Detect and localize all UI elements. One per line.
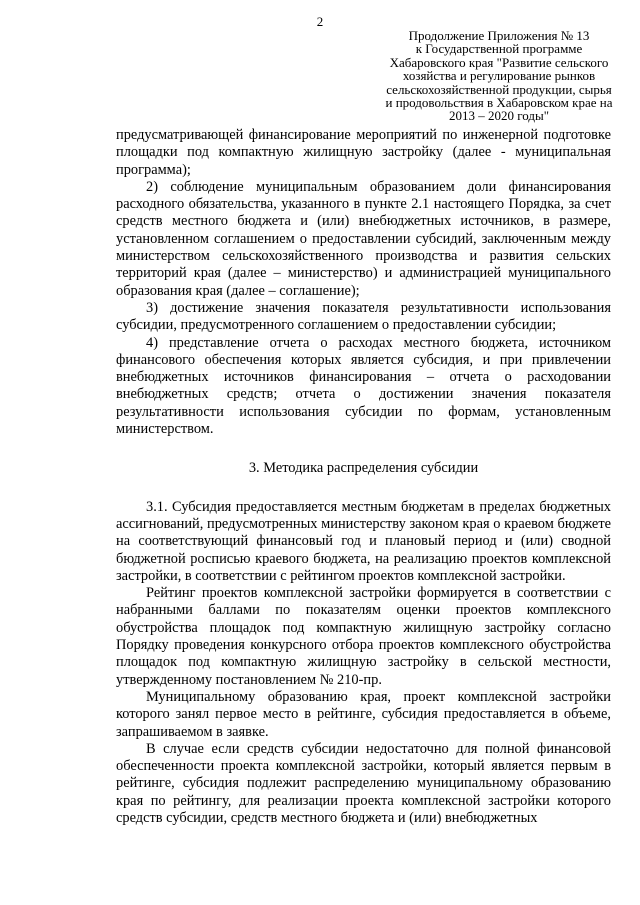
paragraph-first-place: Муниципальному образованию края, проект комплексной застройки которого занял первое место в рейтинге, субсидия предоставляется в объеме, запрашиваемом в заявке. xyxy=(116,688,611,740)
paragraph-3-1: 3.1. Субсидия предоставляется местным бюджетам в пределах бюджетных ассигнований, предусмотренных министерству законом края о краевом бюджете на соответствующий финансовый год и плановый период и (или) сводной бюджетной росписью краевого бюджета, на реализацию проектов комплексной застройки, в соответствии с рейтингом проектов комплексной застройки. xyxy=(116,498,611,584)
paragraph-insufficient-funds: В случае если средств субсидии недостаточно для полной финансовой обеспеченности проекта комплексной застройки, который является первым в рейтинге, субсидия подлежит распределению муниципальному образованию края по рейтингу, для реализации проекта комплексной застройки которого средств субсидии, средств местного бюджета и (или) внебюджетных xyxy=(116,740,611,826)
paragraph-item-4: 4) представление отчета о расходах местного бюджета, источником финансового обеспечения которых является субсидия, и при привлечении внебюджетных источников финансирования – отчета о расходовании внебюджетных средств; отчета о достижении значения показателя результативности использования субсидии по формам, установленным министерством. xyxy=(116,334,611,438)
section-title: 3. Методика распределения субсидии xyxy=(248,460,479,477)
header-line: хозяйства и регулирование рынков xyxy=(402,68,596,84)
paragraph-rating: Рейтинг проектов комплексной застройки формируется в соответствии с набранными баллами по показателям оценки проектов комплексного обустройства площадок под компактную жилищную застройку согласно Порядку проведения конкурсного отбора проектов комплексного обустройства площадок под компактную жилищную застройку в сельской местности, утвержденному постановлением № 210-пр. xyxy=(116,585,611,688)
header-line: 2013 – 2020 годы" xyxy=(448,108,550,124)
document-body xyxy=(116,127,611,827)
page-number: 2 xyxy=(316,14,324,29)
header-line: и продовольствия в Хабаровском крае на xyxy=(385,95,613,111)
header-line: к Государственной программе xyxy=(415,41,583,57)
appendix-header xyxy=(368,29,630,123)
paragraph-item-3: 3) достижение значения показателя результативности использования субсидии, предусмотренного соглашением о предоставлении субсидии; xyxy=(116,299,611,334)
header-line: Хабаровского края "Развитие сельского xyxy=(389,54,609,70)
header-line: Продолжение Приложения № 13 xyxy=(408,28,590,43)
paragraph-continued: предусматривающей финансирование мероприятий по инженерной подготовке площадки под компактную жилищную застройку (далее - муниципальная программа); xyxy=(116,127,611,178)
header-line: сельскохозяйственной продукции, сырья xyxy=(386,81,612,97)
paragraph-item-2: 2) соблюдение муниципальным образованием доли финансирования расходного обязательства, указанного в пункте 2.1 настоящего Порядка, за счет средств местного бюджета и (или) внебюджетных источников, в размере, установленном соглашением о предоставлении субсидий, заключенным между министерством сельскохозяйственного производства и развития сельских территорий края (далее – министерство) и администрацией муниципального образования края (далее – соглашение); xyxy=(116,178,611,299)
